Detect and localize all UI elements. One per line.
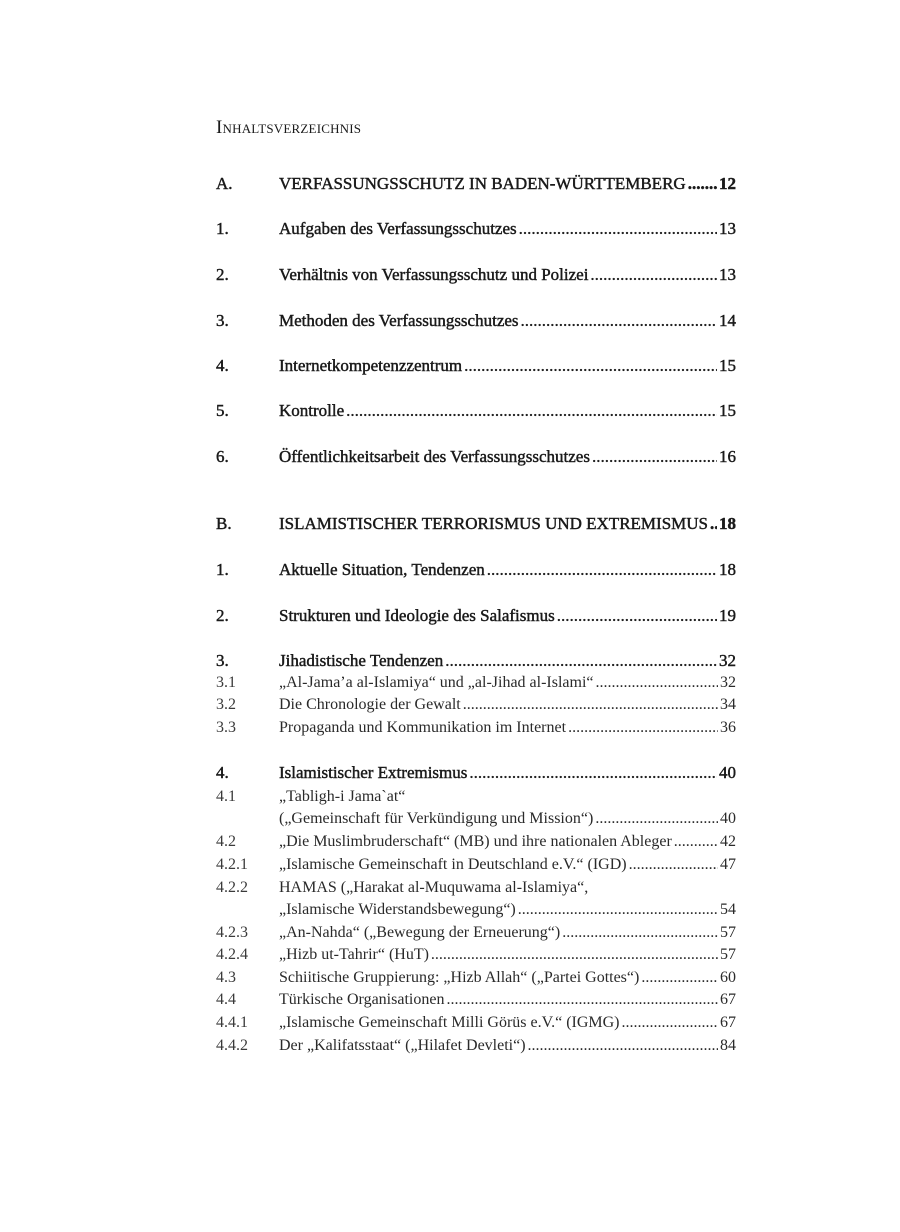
dot-leader xyxy=(590,264,717,286)
entry-title: („Gemeinschaft für Verkündigung und Mission“) xyxy=(279,810,594,827)
entry-page: 67 xyxy=(720,991,736,1008)
toc-entry[interactable] xyxy=(216,762,736,784)
entry-title: Jihadistische Tendenzen xyxy=(279,651,444,670)
entry-title: Öffentlichkeitsarbeit des Verfassungsschutzes xyxy=(279,447,590,466)
dot-leader xyxy=(446,989,718,1011)
toc-subentry[interactable] xyxy=(216,877,736,899)
toc-subentry[interactable] xyxy=(216,944,736,966)
entry-title: „Islamische Gemeinschaft Milli Görüs e.V.“ (IGMG) xyxy=(279,1014,620,1031)
toc-entry[interactable] xyxy=(216,559,736,581)
dot-leader xyxy=(562,922,718,944)
entry-number: 4. xyxy=(216,356,229,375)
dot-leader xyxy=(521,310,717,332)
entry-number: 3.2 xyxy=(216,696,236,713)
entry-number: 3. xyxy=(216,651,229,670)
dot-leader xyxy=(596,672,718,694)
entry-title: Die Chronologie der Gewalt xyxy=(279,696,461,713)
entry-title: Der „Kalifatsstaat“ („Hilafet Devleti“) xyxy=(279,1037,526,1054)
dot-leader xyxy=(346,400,717,422)
dot-leader xyxy=(595,808,718,830)
dot-leader xyxy=(519,218,717,240)
entry-page: 34 xyxy=(720,696,736,713)
entry-page: 57 xyxy=(720,946,736,963)
entry-page: 15 xyxy=(719,401,736,420)
dot-leader xyxy=(710,513,717,535)
entry-page: 40 xyxy=(719,763,736,782)
dot-leader xyxy=(674,831,718,853)
entry-page: 12 xyxy=(719,174,736,193)
entry-number: 6. xyxy=(216,447,229,466)
entry-title: HAMAS („Harakat al-Muquwama al-Islamiya“, xyxy=(279,879,589,896)
entry-page: 84 xyxy=(720,1037,736,1054)
dot-leader xyxy=(463,694,718,716)
entry-number: 4.2.4 xyxy=(216,946,248,963)
toc-subentry[interactable] xyxy=(216,831,736,853)
toc-subentry[interactable] xyxy=(216,989,736,1011)
toc-entry[interactable] xyxy=(216,264,736,286)
toc-subentry[interactable] xyxy=(216,694,736,716)
entry-title: Strukturen und Ideologie des Salafismus xyxy=(279,606,555,625)
dot-leader xyxy=(464,355,717,377)
toc-entry[interactable] xyxy=(216,650,736,672)
toc-subentry-continuation[interactable] xyxy=(216,899,736,921)
toc-subentry[interactable] xyxy=(216,786,736,808)
entry-page: 18 xyxy=(719,514,736,533)
toc-subentry[interactable] xyxy=(216,967,736,989)
entry-title: „Al-Jama’a al-Islamiya“ und „al-Jihad al-Islami“ xyxy=(279,674,594,691)
entry-number: 4.2 xyxy=(216,833,236,850)
entry-page: 40 xyxy=(720,810,736,827)
dot-leader xyxy=(487,559,717,581)
entry-title: Aufgaben des Verfassungsschutzes xyxy=(279,219,517,238)
entry-title: Türkische Organisationen xyxy=(279,991,445,1008)
dot-leader xyxy=(641,967,718,989)
dot-leader xyxy=(557,605,717,627)
entry-page: 13 xyxy=(719,265,736,284)
entry-page: 54 xyxy=(720,901,736,918)
entry-title: Aktuelle Situation, Tendenzen xyxy=(279,560,485,579)
entry-page: 47 xyxy=(720,856,736,873)
dot-leader xyxy=(445,650,717,672)
toc-entry[interactable] xyxy=(216,310,736,332)
toc-subentry-continuation[interactable] xyxy=(216,808,736,830)
entry-number: 4.2.3 xyxy=(216,924,248,941)
entry-page: 16 xyxy=(719,447,736,466)
entry-title: „Hizb ut-Tahrir“ (HuT) xyxy=(279,946,429,963)
entry-title: „An-Nahda“ („Bewegung der Erneuerung“) xyxy=(279,924,561,941)
entry-number: 1. xyxy=(216,560,229,579)
entry-title: Kontrolle xyxy=(279,401,345,420)
toc-entry[interactable] xyxy=(216,355,736,377)
entry-title: „Islamische Gemeinschaft in Deutschland e.V.“ (IGD) xyxy=(279,856,627,873)
dot-leader xyxy=(568,717,718,739)
entry-page: 13 xyxy=(719,219,736,238)
entry-page: 42 xyxy=(720,833,736,850)
entry-title: Islamistischer Extremismus xyxy=(279,763,468,782)
dot-leader xyxy=(518,899,718,921)
entry-page: 57 xyxy=(720,924,736,941)
entry-page: 19 xyxy=(719,606,736,625)
entry-page: 36 xyxy=(720,719,736,736)
entry-number: 4.2.2 xyxy=(216,879,248,896)
entry-number: 4.4.1 xyxy=(216,1014,248,1031)
toc-entry[interactable] xyxy=(216,400,736,422)
entry-page: 18 xyxy=(719,560,736,579)
toc-subentry[interactable] xyxy=(216,922,736,944)
toc-entry[interactable] xyxy=(216,218,736,240)
entry-number: 4.3 xyxy=(216,969,236,986)
page-title: Inhaltsverzeichnis xyxy=(216,116,362,138)
dot-leader xyxy=(629,854,718,876)
entry-number: 3.3 xyxy=(216,719,236,736)
entry-number: 3. xyxy=(216,311,229,330)
toc-subentry[interactable] xyxy=(216,854,736,876)
entry-number: 4.4.2 xyxy=(216,1037,248,1054)
toc-subentry[interactable] xyxy=(216,1035,736,1057)
entry-title: VERFASSUNGSSCHUTZ IN BADEN-WÜRTTEMBERG xyxy=(279,174,686,193)
dot-leader xyxy=(688,173,717,195)
dot-leader xyxy=(431,944,718,966)
entry-page: 67 xyxy=(720,1014,736,1031)
entry-title: Internetkompetenzzentrum xyxy=(279,356,463,375)
entry-page: 15 xyxy=(719,356,736,375)
entry-number: 2. xyxy=(216,265,229,284)
entry-number: A. xyxy=(216,174,233,193)
entry-number: 1. xyxy=(216,219,229,238)
entry-number: 4.4 xyxy=(216,991,236,1008)
entry-title: „Tabligh-i Jama`at“ xyxy=(279,788,406,805)
entry-number: 4.2.1 xyxy=(216,856,248,873)
entry-title: Verhältnis von Verfassungsschutz und Polizei xyxy=(279,265,589,284)
entry-page: 32 xyxy=(720,674,736,691)
dot-leader xyxy=(469,762,717,784)
entry-page: 32 xyxy=(719,651,736,670)
toc-subentry[interactable] xyxy=(216,1012,736,1034)
toc-entry-section-a[interactable] xyxy=(216,173,736,195)
entry-title: „Islamische Widerstandsbewegung“) xyxy=(279,901,516,918)
entry-number: 5. xyxy=(216,401,229,420)
entry-title: ISLAMISTISCHER TERRORISMUS UND EXTREMISMUS xyxy=(279,514,708,533)
toc-subentry[interactable] xyxy=(216,717,736,739)
entry-title: „Die Muslimbruderschaft“ (MB) und ihre nationalen Ableger xyxy=(279,833,672,850)
entry-page: 14 xyxy=(719,311,736,330)
entry-number: 4.1 xyxy=(216,788,236,805)
entry-number: 4. xyxy=(216,763,229,782)
dot-leader xyxy=(528,1035,718,1057)
dot-leader xyxy=(622,1012,718,1034)
entry-title: Schiitische Gruppierung: „Hizb Allah“ („Partei Gottes“) xyxy=(279,969,640,986)
entry-title: Methoden des Verfassungsschutzes xyxy=(279,311,519,330)
entry-number: B. xyxy=(216,514,232,533)
toc-entry[interactable] xyxy=(216,446,736,468)
entry-page: 60 xyxy=(720,969,736,986)
entry-number: 2. xyxy=(216,606,229,625)
entry-title: Propaganda und Kommunikation im Internet xyxy=(279,719,567,736)
toc-subentry[interactable] xyxy=(216,672,736,694)
toc-entry-section-b[interactable] xyxy=(216,513,736,535)
entry-number: 3.1 xyxy=(216,674,236,691)
dot-leader xyxy=(592,446,717,468)
toc-entry[interactable] xyxy=(216,605,736,627)
